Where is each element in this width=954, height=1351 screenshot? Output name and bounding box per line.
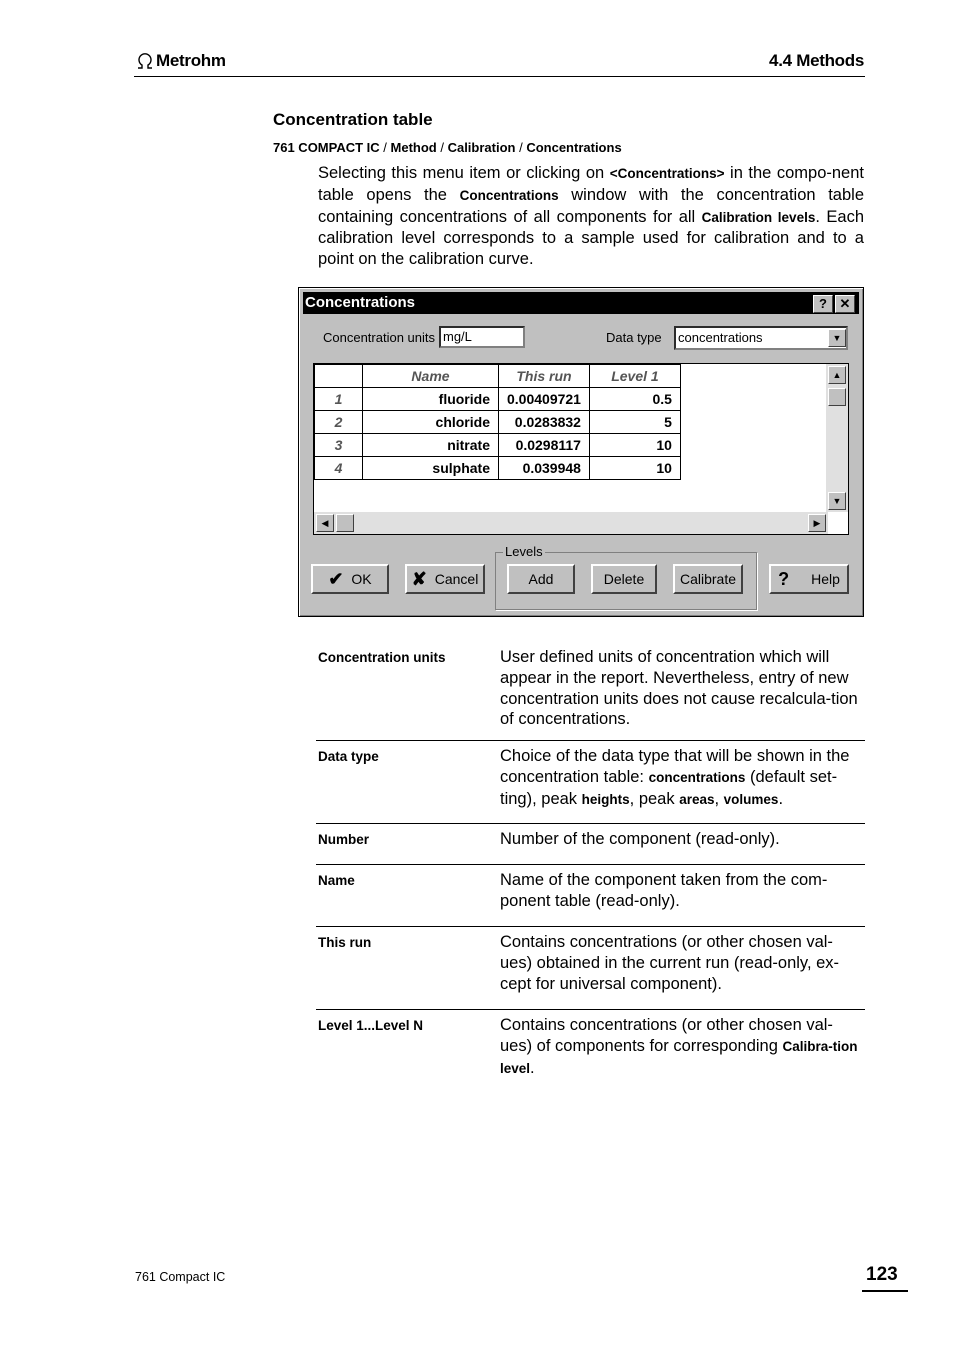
- desc-concentration-units: User defined units of concentration which will appear in the report. Nevertheless, entry of new concentration units does not cause recalcula-tion of concentrations.: [500, 648, 858, 729]
- desc-number: Number of the component (read-only).: [500, 830, 780, 848]
- concentration-grid: [313, 363, 849, 535]
- desc-name: Name of the component taken from the com-ponent table (read-only).: [500, 871, 828, 910]
- term-data-type: Data type: [318, 749, 379, 764]
- row-number: 3: [315, 434, 363, 457]
- scroll-thumb[interactable]: [828, 388, 846, 406]
- level-cell[interactable]: 0.5: [589, 388, 680, 411]
- concentration-table: [314, 364, 681, 480]
- footer-product: 761 Compact IC: [135, 1270, 226, 1284]
- term-level: Level 1...Level N: [318, 1018, 424, 1033]
- help-icon[interactable]: ?: [813, 295, 833, 313]
- scroll-up-icon[interactable]: ▲: [828, 366, 846, 384]
- desc-this-run: Contains concentrations (or other chosen val-ues) obtained in the current run (read-only, ex-cept for universal component).: [500, 933, 840, 993]
- term-this-run: This run: [318, 935, 372, 950]
- name-cell: fluoride: [363, 388, 499, 411]
- this-run-cell: 0.0283832: [499, 411, 590, 434]
- units-label: Concentration units: [323, 330, 436, 345]
- concentrations-dialog: [298, 287, 864, 617]
- scroll-left-icon[interactable]: ◀: [316, 514, 334, 532]
- brand-name: Metrohm: [156, 51, 226, 70]
- levels-label: Levels: [505, 544, 543, 559]
- scroll-thumb[interactable]: [336, 514, 354, 532]
- desc-level: Contains concentrations (or other chosen val-ues) of components for corresponding Calibra-tion level.: [500, 1016, 858, 1077]
- row-divider: [316, 740, 865, 741]
- corner-cell: [315, 365, 363, 388]
- ok-button[interactable]: ✔ OK: [311, 564, 389, 594]
- brand-logo: [136, 51, 226, 71]
- table-row[interactable]: [315, 457, 681, 480]
- column-header-level-1[interactable]: Level 1: [589, 365, 680, 388]
- checkmark-icon: ✔: [328, 569, 344, 589]
- scroll-right-icon[interactable]: ▶: [808, 514, 826, 532]
- menu-path: 761 COMPACT IC / Method / Calibration / Concentrations: [273, 140, 622, 155]
- page-heading: Concentration table: [273, 110, 433, 129]
- datatype-label: Data type: [606, 330, 662, 345]
- dialog-titlebar: [303, 292, 859, 314]
- header-divider: [134, 76, 865, 77]
- table-row[interactable]: [315, 388, 681, 411]
- this-run-cell: 0.00409721: [499, 388, 590, 411]
- row-number: 4: [315, 457, 363, 480]
- datatype-select[interactable]: concentrations ▼: [674, 326, 848, 350]
- level-cell[interactable]: 10: [589, 434, 680, 457]
- page-number-underline: [862, 1290, 908, 1292]
- table-row[interactable]: [315, 411, 681, 434]
- question-icon: ?: [778, 569, 790, 589]
- cancel-button[interactable]: ✘ Cancel: [405, 564, 485, 594]
- omega-logo-icon: [136, 53, 154, 69]
- row-divider: [316, 1009, 865, 1010]
- intro-paragraph: Selecting this menu item or clicking on <Concentrations> in the compo-nent table opens the Concentrations window with the concentration table containing concentrations of all components for all Calibration levels. Each calibration level corresponds to a sample used for calibration and to a point on the calibration curve.: [318, 164, 864, 269]
- scroll-down-icon[interactable]: ▼: [828, 492, 846, 510]
- horizontal-scrollbar[interactable]: [314, 512, 828, 534]
- name-cell: nitrate: [363, 434, 499, 457]
- column-header-name[interactable]: Name: [363, 365, 499, 388]
- name-cell: sulphate: [363, 457, 499, 480]
- units-input[interactable]: mg/L: [439, 326, 525, 348]
- dialog-title: Concentrations: [305, 294, 416, 311]
- column-header-this-run[interactable]: This run: [499, 365, 590, 388]
- add-button[interactable]: Add: [507, 564, 575, 594]
- page-number: 123: [866, 1264, 898, 1285]
- term-concentration-units: Concentration units: [318, 650, 446, 665]
- section-title: 4.4 Methods: [769, 51, 864, 70]
- level-cell[interactable]: 10: [589, 457, 680, 480]
- this-run-cell: 0.0298117: [499, 434, 590, 457]
- close-icon[interactable]: ✕: [835, 295, 855, 313]
- table-header-row: [315, 365, 681, 388]
- table-row[interactable]: [315, 434, 681, 457]
- row-number: 1: [315, 388, 363, 411]
- term-number: Number: [318, 832, 370, 847]
- vertical-scrollbar[interactable]: [826, 364, 848, 512]
- this-run-cell: 0.039948: [499, 457, 590, 480]
- help-button[interactable]: ? Help: [769, 564, 849, 594]
- row-number: 2: [315, 411, 363, 434]
- chevron-down-icon[interactable]: ▼: [828, 329, 846, 347]
- row-divider: [316, 926, 865, 927]
- row-divider: [316, 823, 865, 824]
- calibrate-button[interactable]: Calibrate: [673, 564, 743, 594]
- name-cell: chloride: [363, 411, 499, 434]
- term-name: Name: [318, 873, 355, 888]
- delete-button[interactable]: Delete: [591, 564, 657, 594]
- desc-data-type: Choice of the data type that will be shown in the concentration table: concentrations (default set-ting), peak heights, peak areas, volumes.: [500, 747, 850, 808]
- x-icon: ✘: [411, 569, 427, 589]
- level-cell[interactable]: 5: [589, 411, 680, 434]
- row-divider: [316, 864, 865, 865]
